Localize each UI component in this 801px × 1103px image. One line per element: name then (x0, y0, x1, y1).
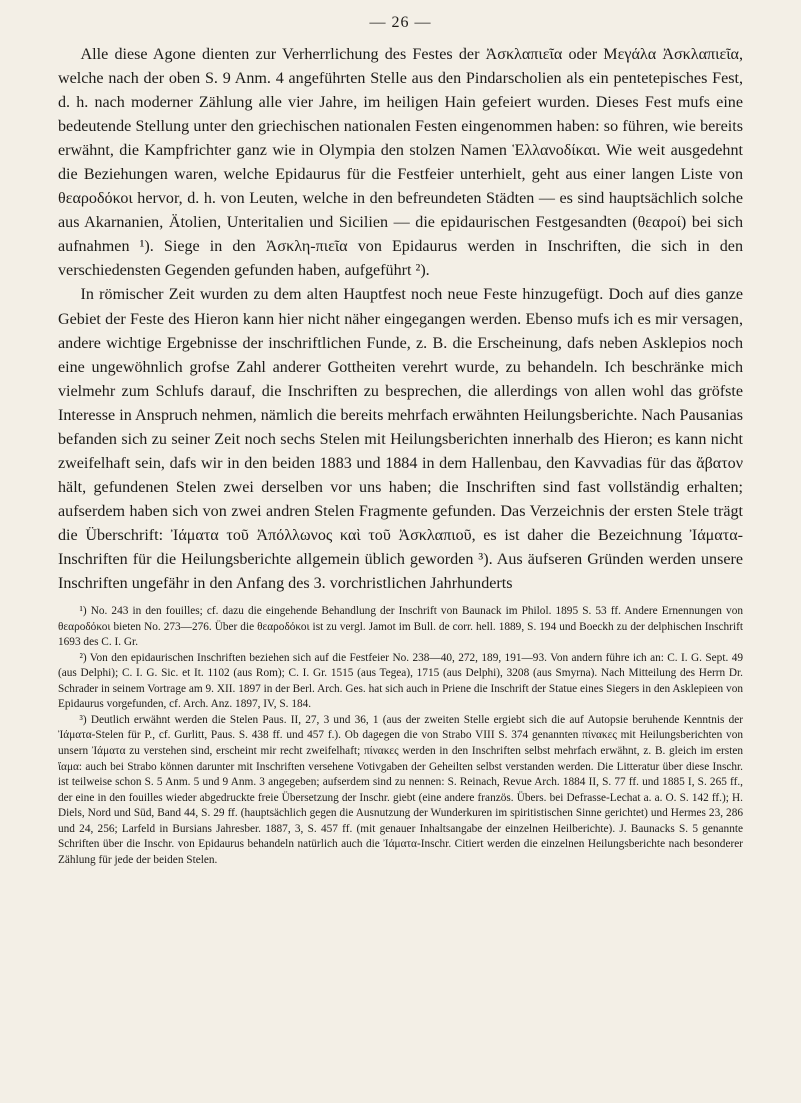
footnote-2: ²) Von den epidaurischen Inschriften beziehen sich auf die Festfeier No. 238—40, 272, 189, 191—93. Von andern führe ich an: C. I. G. Sept. 49 (aus Delphi); C. I. G. Sic. et It. 1102 (aus Rom); C. I. Gr. 1515 (aus Tegea), 1715 (aus Delphi), 3208 (aus Smyrna). Nach Mitteilung des Herrn Dr. Schrader in seinem Vortrage am 9. XII. 1897 in der Berl. Arch. Ges. hat sich auch in Priene die Inschrift der Statue eines Siegers in den Asklepieen von Epidaurus vorgefunden, cf. Arch. Anz. 1897, IV, S. 184. (58, 651, 743, 711)
footnote-1: ¹) No. 243 in den fouilles; cf. dazu die eingehende Behandlung der Inschrift von Baunack im Philol. 1895 S. 53 ff. Andere Ernennungen von θεαροδόκοι bieten No. 273—276. Über die θεαροδόκοι ist zu vergl. Jamot im Bull. de corr. hell. 1889, S. 194 und Boeckh zu der delphischen Inschrift 1693 des C. I. Gr. (58, 605, 743, 649)
paragraph-roman-period: In römischer Zeit wurden zu dem alten Hauptfest noch neue Feste hinzugefügt. Doch auf dies ganze Gebiet der Feste des Hieron kann hier nicht näher eingegangen werden. Ebenso mufs ich es mir versagen, andere wichtige Ergebnisse der inschriftlichen Funde, z. B. die Erscheinung, dafs neben Asklepios noch eine ungewöhnlich grofse Zahl anderer Gottheiten verehrt wurde, zu behandeln. Ich beschränke mich vielmehr zum Schlufs darauf, die Inschriften zu besprechen, die allerdings von allen wohl das gröfste Interesse in Anspruch nehmen, nämlich die bereits mehrfach erwähnten Heilungsberichte. Nach Pausanias befanden sich zu seiner Zeit noch sechs Stelen mit Heilungsberichten innerhalb des Hieron; es kann nicht zweifelhaft sein, dafs wir in den beiden 1883 und 1884 in dem Hallenbau, den Kavvadias für das ἄβατον hält, gefundenen Stelen zwei derselben vor uns haben; die Inschriften sind fast vollständig erhalten; aufserdem haben sich von zwei andren Stelen Fragmente gefunden. Das Verzeichnis der ersten Stele trägt die Überschrift: Ἰάματα τοῦ Ἀπόλλωνος καὶ τοῦ Ἀσκλαπιοῦ, es ist daher die Bezeichnung Ἰάματα-Inschriften für die Heilungsberichte allgemein üblich geworden ³). Aus äufseren Gründen werden unsere Inschriften ungefähr in den Anfang des 3. vorchristlichen Jahrhunderts (58, 286, 743, 593)
footnote-3: ³) Deutlich erwähnt werden die Stelen Paus. II, 27, 3 und 36, 1 (aus der zweiten Stelle ergiebt sich die auf Autopsie beruhende Kenntnis der Ἰάματα-Stelen für P., cf. Gurlitt, Paus. S. 438 ff. und 457 f.). Ob dagegen die von Strabo VIII S. 374 genannten πίνακες mit Heilungsberichten von unsern Ἰάματα zu verstehen sind, erscheint mir recht zweifelhaft; πίνακες werden in den Inschriften selbst mehrfach erwähnt, z. B. gleich im ersten ἴαμα: auch bei Strabo können darunter mit Inschriften versehene Votivgaben der Geheilten selbst verstanden werden. Die Litteratur über diese Inschr. ist teilweise schon S. 5 Anm. 5 und 9 Anm. 3 angegeben; aufserdem sind zu nennen: S. Reinach, Revue Arch. 1884 II, S. 77 ff. und 1885 I, S. 265 ff., der eine in den fouilles wieder abgedruckte freie Übersetzung der Inschr. giebt (eine andere französ. Übers. bei Defrasse-Lechat a. a. O. S. 142 ff.); H. Diels, Nord und Süd, Band 44, S. 29 ff. (hauptsächlich gegen die Ausnutzung der Wunderkuren im spiritistischen Sinne gerichtet) und Hermes 23, 286 und 24, 256; Larfeld in Bursians Jahresber. 1887, 3, S. 457 ff. (mit genauer Inhaltsangabe der einzelnen Heilberichte). J. Baunacks S. 5 genannte Schriften über die Inschr. von Epidaurus behandeln natürlich auch die Ἰάματα-Inschr. Citiert werden die einzelnen Heilungsberichte nach besonderer Zählung für jede der beiden Stelen. (58, 713, 743, 866)
body-text (58, 43, 743, 596)
page-number: — 26 — (369, 14, 432, 31)
footnotes (58, 604, 743, 868)
paragraph-agone-festival: Alle diese Agone dienten zur Verherrlichung des Festes der Ἀσκλαπιεῖα oder Μεγάλα Ἀσκλαπιεῖα, welche nach der oben S. 9 Anm. 4 angeführten Stelle aus den Pindarscholien als ein pentetерisches Fest, d. h. nach moderner Zählung alle vier Jahre, im heiligen Hain gefeiert wurden. Dieses Fest mufs eine bedeutende Stellung unter den griechischen nationalen Festen eingenommen haben: so führen, wie bereits erwähnt, die Kampfrichter ganz wie in Olympia den stolzen Namen Ἑλλανοδίκαι. Wie weit ausgedehnt die Beziehungen waren, welche Epidaurus für die Festfeier unterhielt, geht aus einer langen Liste von θεαροδόκοι hervor, d. h. von Leuten, welche in den befreundeten Städten — es sind hauptsächlich solche aus Akarnanien, Ätolien, Unteritalien und Sicilien — die epidaurischen Festgesandten (θεαροί) bei sich aufnahmen ¹). Siege in den Ἀσκλη-πιεῖα von Epidaurus werden in Inschriften, die sich in den verschiedensten Gegenden gefunden haben, aufgeführt ²). (58, 46, 743, 280)
